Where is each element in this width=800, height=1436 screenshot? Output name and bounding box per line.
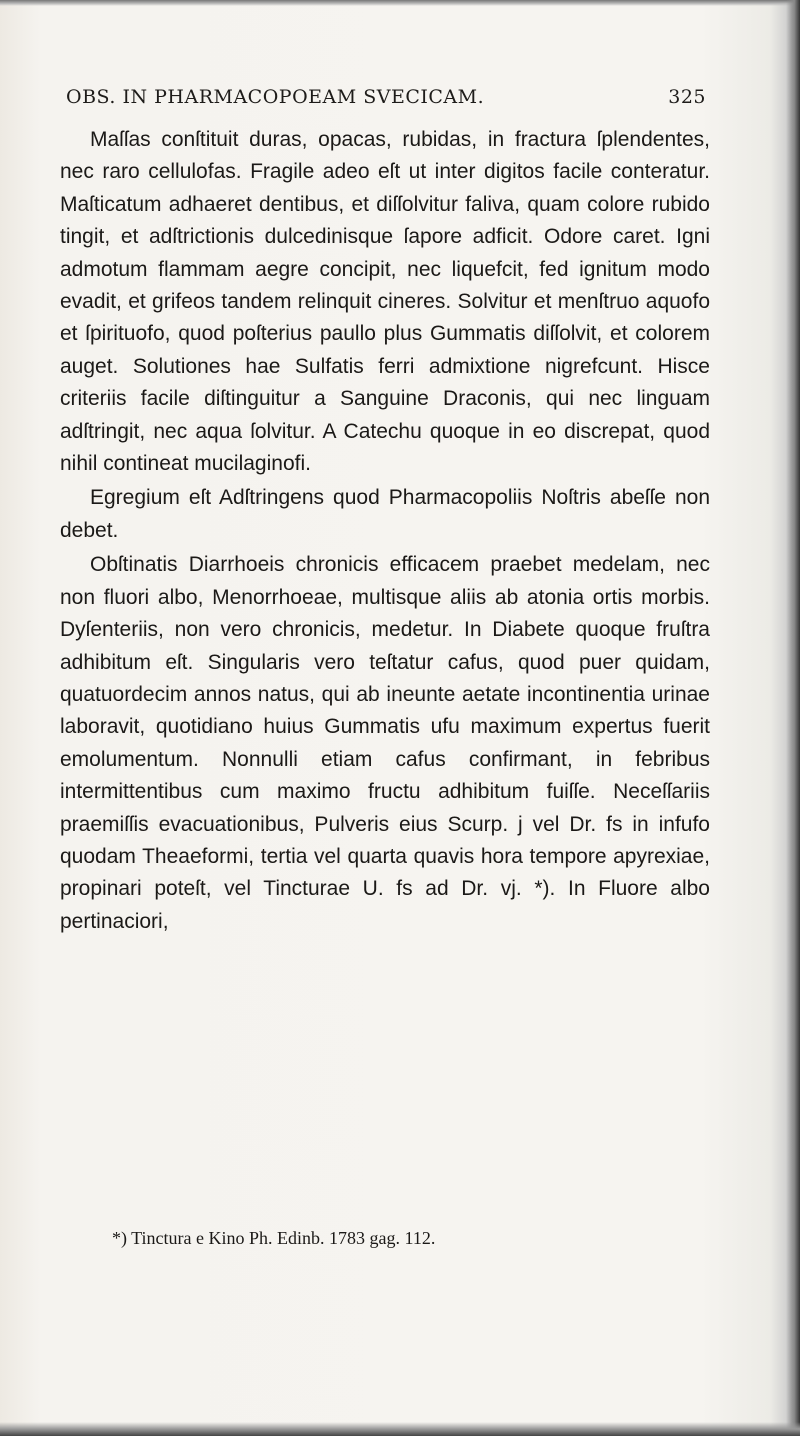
footnote: *) Tinctura e Kino Ph. Edinb. 1783 gag. 112. [112,1228,436,1248]
page-right-shadow [786,0,800,1436]
paragraph-description [60,124,710,480]
paragraph-text: Obſtinatis Diarrhoeis chronicis efficacem praebet medelam, nec non fluori albo, Menorrhoeae, multisque aliis ab atonia ortis morbis. Dyſenteriis, non vero chronicis, medetur. In Diabete quoque fruſtra adhibitum eſt. Singularis vero teſtatur cafus, quod puer quidam, quatuordecim annos natus, qui ab ineunte aetate incontinentia urinae laboravit, quotidiano huius Gummatis ufu maximum expertus fuerit emolumentum. Nonnulli etiam cafus confirmant, in febribus intermittentibus cum maximo fructu adhibitum fuiſſe. Neceſſariis praemiſſis evacuationibus, Pulveris eius Scurp. j vel Dr. fs in infufo quodam Theaeformi, tertia vel quarta quavis hora tempore apyrexiae, propinari poteſt, vel Tincturae U. fs ad Dr. vj. *). In Fluore albo pertinaciori, [60,553,710,933]
paragraph-recommendation [60,482,710,547]
paragraph-text: Egregium eſt Adſtringens quod Pharmacopoliis Noſtris abeſſe non debet. [60,486,710,542]
paragraph-uses [60,549,710,938]
page-number: 325 [668,86,706,108]
body-text [60,124,710,938]
page-header [66,86,706,116]
paragraph-text: Maſſas conſtituit duras, opacas, rubidas, in fractura ſplendentes, nec raro cellulofas. Fragile adeo eſt ut inter digitos facile conteratur. Maſticatum adhaeret dentibus, et diſſolvitur faliva, quam colore rubido tingit, et adſtrictionis dulcedinisque ſapore adficit. Odore caret. Igni admotum flammam aegre concipit, nec liquefcit, fed ignitum modo evadit, et grifeos tandem relinquit cineres. Solvitur et menſtruo aquofo et ſpirituofo, quod poſterius paullo plus Gummatis diſſolvit, et colorem auget. Solutiones hae Sulfatis ferri admixtione nigrefcunt. Hisce criteriis facile diſtinguitur a Sanguine Draconis, qui nec linguam adſtringit, nec aqua ſolvitur. A Catechu quoque in eo discrepat, quod nihil contineat mucilaginofi. [60,128,710,476]
page-top-shadow [0,0,800,6]
page-bottom-shadow [0,1422,800,1436]
running-head: OBS. IN PHARMACOPOEAM SVECICAM. [66,86,485,108]
